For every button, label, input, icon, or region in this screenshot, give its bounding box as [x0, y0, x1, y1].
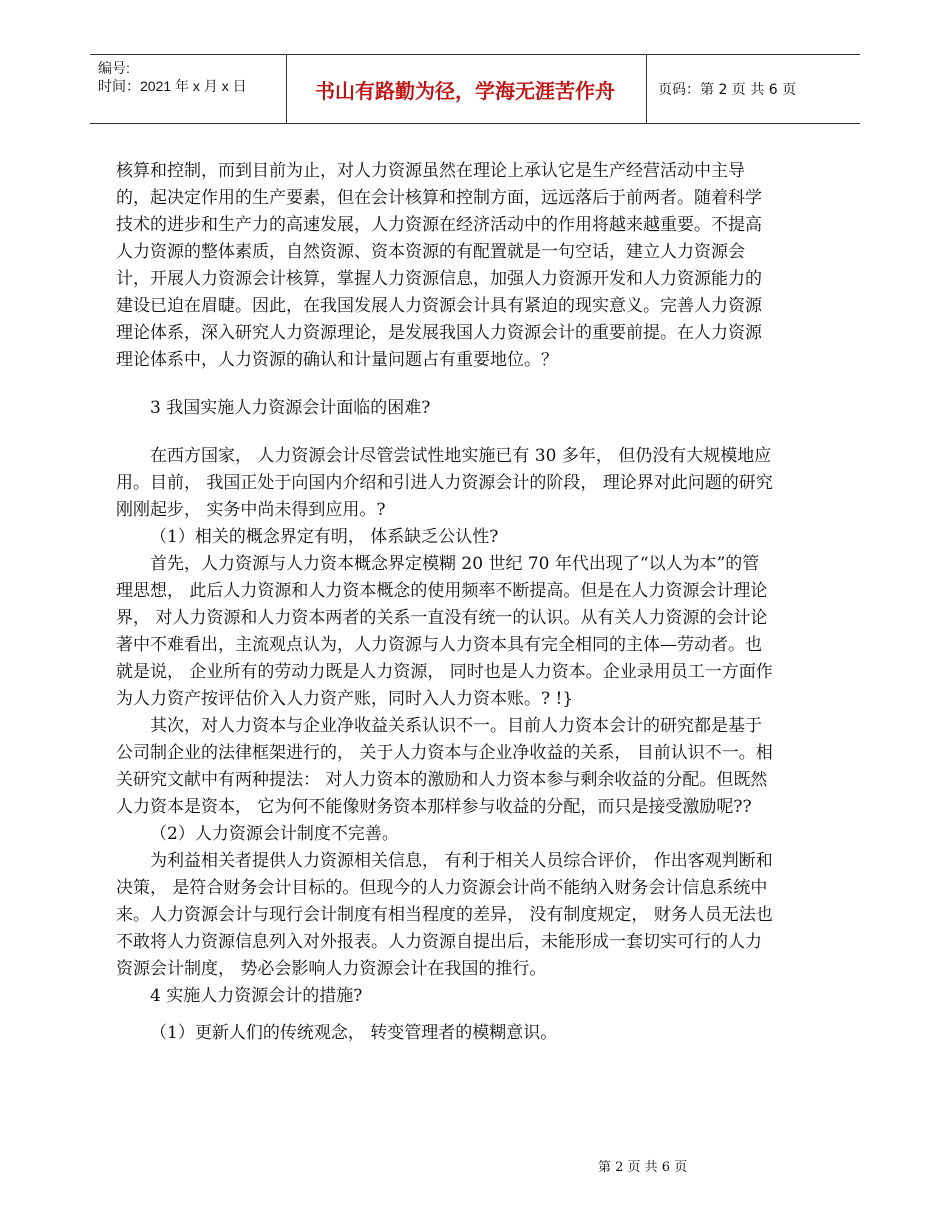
- page-footer: 第 2 页 共 6 页: [598, 1160, 688, 1175]
- paragraph: 核算和控制，而到目前为止，对人力资源虽然在理论上承认它是生产经营活动中主导的，起决定作用的生产要素，但在会计核算和控制方面，远远落后于前两者。随着科学技术的进步和生产力的高速发展，人力资源在经济活动中的作用将越来越重要。不提高人力资源的整体素质，自然资源、资本资源的有配置就是一句空话，建立人力资源会计，开展人力资源会计核算，掌握人力资源信息，加强人力资源开发和人力资源能力的建设已迫在眉睫。因此，在我国发展人力资源会计具有紧迫的现实意义。完善人力资源理论体系，深入研究人力资源理论，是发展我国人力资源会计的重要前提。在人力资源理论体系中，人力资源的确认和计量问题占有重要地位。？: [116, 161, 762, 370]
- paragraph: 为利益相关者提供人力资源相关信息， 有利于相关人员综合评价， 作出客观判断和决策， 是符合财务会计目标的。但现今的人力资源会计尚不能纳入财务会计信息系统中来。人力资源会计与现行会计制度有相当程度的差异， 没有制度规定， 财务人员无法也不敢将人力资源信息列入对外报表。人力资源自提出后，未能形成一套切实可行的人力资源会计制度， 势必会影响人力资源会计在我国的推行。: [116, 851, 773, 979]
- paragraph: 在西方国家， 人力资源会计尽管尝试性地实施已有 30 多年， 但仍没有大规模地应用。目前， 我国正处于向国内介绍和引进人力资源会计的阶段， 理论界对此问题的研究刚刚起步， 实务中尚未得到应用。?: [116, 446, 773, 520]
- page-header: [90, 54, 860, 124]
- header-meta: [98, 59, 247, 95]
- section-heading: 3 我国实施人力资源会计面临的困难?: [150, 398, 431, 418]
- serial-label: 编号:: [98, 60, 130, 76]
- header-motto: 书山有路勤为径，学海无涯苦作舟: [315, 78, 615, 103]
- subsection-heading: （1）更新人们的传统观念， 转变管理者的模糊意识。: [150, 1023, 558, 1043]
- header-page-label: 页码：第 2 页 共 6 页: [658, 82, 797, 98]
- section-heading: 4 实施人力资源会计的措施?: [150, 986, 363, 1006]
- header-divider: [646, 55, 647, 123]
- document-body: [116, 158, 776, 1047]
- paragraph: 首先，人力资源与人力资本概念界定模糊 20 世纪 70 年代出现了“以人为本”的管理思想， 此后人力资源和人力资本概念的使用频率不断提高。但是在人力资源会计理论界， 对人力资源和人力资本两者的关系一直没有统一的认识。从有关人力资源的会计论著中不难看出，主流观点认为，人力资源与人力资本具有完全相同的主体—劳动者。也就是说， 企业所有的劳动力既是人力资源， 同时也是人力资本。企业录用员工一方面作为人力资产按评估价入人力资产账，同时入人力资本账。? !}: [116, 554, 773, 709]
- header-divider: [286, 55, 287, 123]
- subsection-heading: （2）人力资源会计制度不完善。: [150, 824, 399, 844]
- subsection-heading: （1）相关的概念界定有明， 体系缺乏公认性?: [150, 527, 499, 547]
- paragraph: 其次，对人力资本与企业净收益关系认识不一。目前人力资本会计的研究都是基于公司制企业的法律框架进行的， 关于人力资本与企业净收益的关系， 目前认识不一。相关研究文献中有两种提法： 对人力资本的激励和人力资本参与剩余收益的分配。但既然人力资本是资本， 它为何不能像财务资本那样参与收益的分配，而只是接受激励呢??: [116, 716, 773, 817]
- time-label: 时间：2021 年 x 月 x 日: [98, 78, 247, 94]
